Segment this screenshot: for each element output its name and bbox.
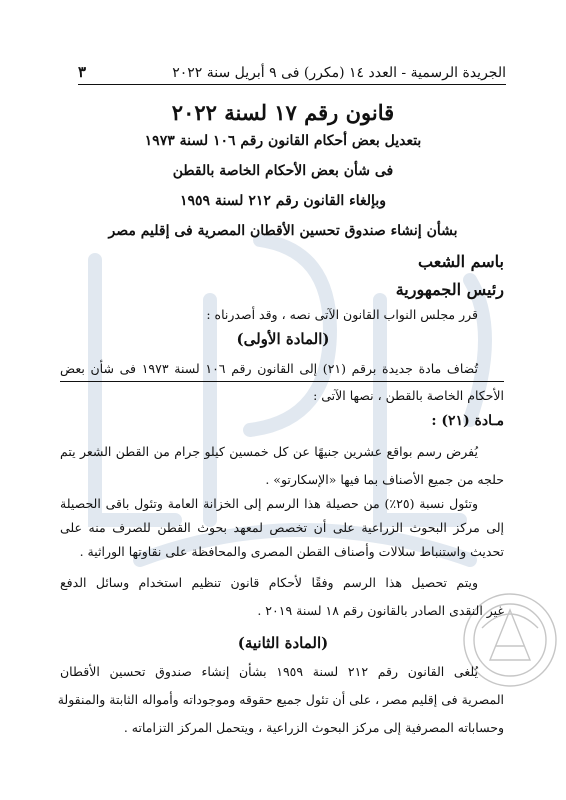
- article-2-line: المصرية فى إقليم مصر ، على أن تئول جميع حقوقه وموجوداته وأمواله الثابتة والمنقولة: [57, 692, 504, 707]
- enactment-clause: قرر مجلس النواب القانون الآتى نصه ، وقد أصدرناه :: [206, 307, 478, 322]
- article-1-line: تُضاف مادة جديدة برقم (٢١) إلى القانون رقم ١٠٦ لسنة ١٩٧٣ فى شأن بعض: [60, 359, 504, 382]
- law-subtitle-2: فى شأن بعض الأحكام الخاصة بالقطن: [172, 163, 394, 179]
- article-21-line: ويتم تحصيل هذا الرسم وفقًا لأحكام قانون تنظيم استخدام وسائل الدفع: [60, 575, 478, 590]
- article-21-line: غير النقدى الصادر بالقانون رقم ١٨ لسنة ٢٠١٩ .: [257, 603, 504, 618]
- article-21-line: وتئول نسبة (٢٥٪) من حصيلة هذا الرسم إلى الخزانة العامة وتئول باقى الحصيلة: [60, 496, 478, 511]
- article-1-line: الأحكام الخاصة بالقطن ، نصها الآتى :: [313, 388, 504, 403]
- law-title: قانون رقم ١٧ لسنة ٢٠٢٢: [171, 100, 395, 125]
- article-2-title: (المادة الثانية): [237, 634, 329, 652]
- gazette-title: الجريدة الرسمية - العدد ١٤ (مكرر) فى ٩ أبريل سنة ٢٠٢٢: [172, 65, 506, 81]
- law-subtitle-3: وبإلغاء القانون رقم ٢١٢ لسنة ١٩٥٩: [180, 193, 386, 209]
- article-2-line: يُلغى القانون رقم ٢١٢ لسنة ١٩٥٩ بشأن إنشاء صندوق تحسين الأقطان: [60, 664, 478, 679]
- article-21-line: حلجه من جميع الأصناف بما فيها «الإسكارتو» .: [265, 472, 504, 487]
- law-subtitle-1: بتعديل بعض أحكام القانون رقم ١٠٦ لسنة ١٩٧٣: [144, 133, 422, 149]
- gazette-header: [78, 58, 506, 85]
- article-21-line: إلى مركز البحوث الزراعية على أن تخصص لمعهد بحوث القطن للصرف منه على: [60, 520, 504, 535]
- article-2-line: وحساباته المصرفية إلى مركز البحوث الزراعية ، ويتحمل المركز التزاماته .: [123, 720, 504, 735]
- article-1-title: (المادة الأولى): [236, 330, 330, 348]
- in-the-name-of-people: باسم الشعب: [418, 252, 504, 271]
- president-heading: رئيس الجمهورية: [395, 280, 504, 299]
- page-number: ٣: [78, 63, 87, 81]
- article-21-line: تحديث واستنباط سلالات وأصناف القطن المصرى والمحافظة على نقاوتها الوراثية .: [79, 544, 504, 559]
- law-subtitle-4: بشأن إنشاء صندوق تحسين الأقطان المصرية فى إقليم مصر: [108, 223, 458, 239]
- new-article-21-title: مـادة (٢١) :: [431, 413, 504, 429]
- article-21-line: يُفرض رسم بواقع عشرين جنيهًا عن كل خمسين كيلو جرام من القطن الشعر يتم: [60, 444, 478, 459]
